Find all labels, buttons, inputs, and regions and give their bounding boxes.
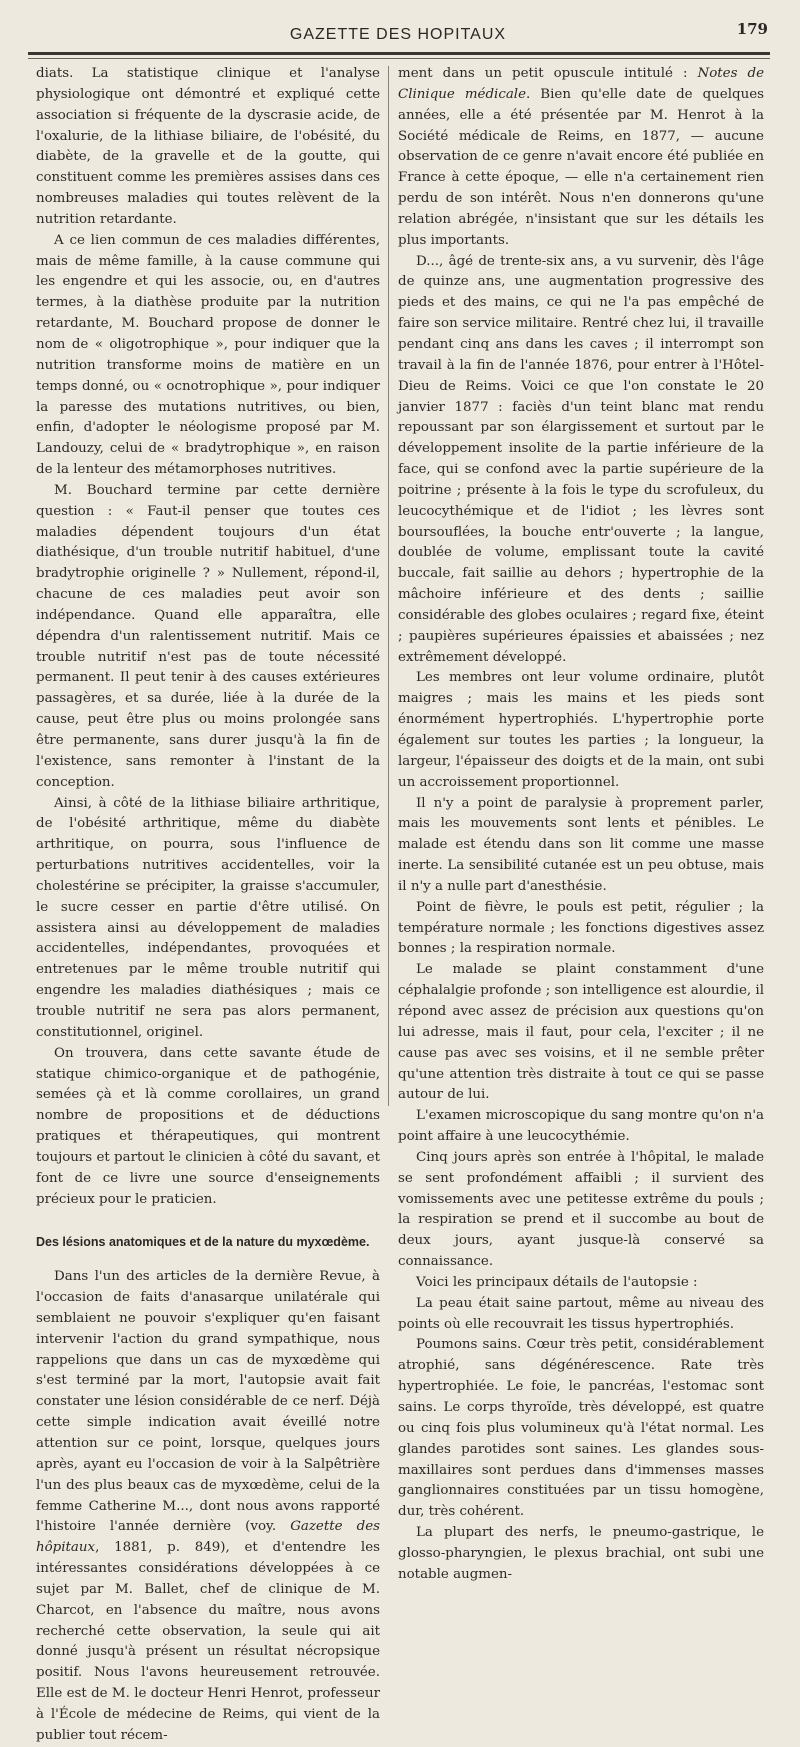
page-header (28, 20, 768, 48)
right-paragraph-8: Cinq jours après son entrée à l'hôpital, le malade se sent profondément affaibli ; il survient des vomissements avec une petitesse extrême du pouls ; la respiration se prend et il succombe au bout de deux jours, ayant jusque-là conservé sa connaissance. (398, 1149, 764, 1270)
right-paragraph-7: L'examen microscopique du sang montre qu'on n'a point affaire à une leucocythémie. (398, 1108, 764, 1145)
right-paragraph-3: Les membres ont leur volume ordinaire, plutôt maigres ; mais les mains et les pieds sont énormément hypertrophiés. L'hypertrophie porte également sur toutes les parties ; la longueur, la largeur, l'épaisseur des doigts et de la main, ont subi un accroissement proportionnel. (398, 670, 764, 790)
right-paragraph-5: Point de fièvre, le pouls est petit, régulier ; la température normale ; les fonctions digestives assez bonnes ; la respiration normale. (398, 899, 764, 957)
right-paragraph-10: La peau était saine partout, même au niveau des points où elle recouvrait les tissus hypertrophiés. (398, 1295, 764, 1332)
text-run: , 1881, p. 849), et d'entendre les intéressantes considérations développées à ce sujet par M. Ballet, chef de clinique de M. Charcot, en l'absence du maître, nous avons recherché cette observation, la seule qui ait donné jusqu'à présent un résultat nécropsique positif. Nous l'avons heureusement retrouvée. Elle est de M. le docteur Henri Henrot, professeur à l'École de médecine de Reims, qui vient de la publier tout récem- (36, 1540, 380, 1743)
right-paragraph-2: D..., âgé de trente-six ans, a vu survenir, dès l'âge de quinze ans, une augmentation progressive des pieds et des mains, ce qui ne l'a pas empêché de faire son service militaire. Rentré chez lui, il travaille pendant cinq ans dans les caves ; il interrompt son travail à la fin de l'année 1876, pour entrer à l'Hôtel-Dieu de Reims. Voici ce que l'on constate le 20 janvier 1877 : faciès d'un teint blanc mat rendu repoussant par son élargissement et surtout par le développement insolite de la partie inférieure de la face, qui se confond avec la partie supérieure de la poitrine ; présente à la fois le type du scrofuleux, du leucocythémique et de l'idiot ; les lèvres sont boursouflées, la bouche entr'ouverte ; la langue, doublée de volume, emplissant toute la cavité buccale, fait saillie au dehors ; hypertrophie de la mâchoire inférieure et des dents ; saillie considérable des globes oculaires ; regard fixe, éteint ; paupières supérieures épaissies et abaissées ; nez extrêmement développé. (398, 253, 764, 665)
journal-reference: Gazette des hôpitaux (36, 1519, 380, 1556)
text-run: ment dans un petit opuscule intitulé : (398, 66, 698, 81)
left-column (36, 64, 380, 1747)
text-run: Dans l'un des articles de la dernière Revue, à l'occasion de faits d'anasarque unilatérale qui semblaient ne pouvoir s'expliquer qu'en faisant intervenir l'action du grand sympathique, nous rappelions que dans un cas de myxœdème qui s'est terminé par la mort, l'autopsie avait fait constater une lésion considérable de ce nerf. Déjà cette simple indication avait éveillé notre attention sur ce point, lorsque, quelques jours après, ayant eu l'occasion de voir à la Salpêtrière l'un des plus beaux cas de myxœdème, celui de la femme Catherine M..., dont nous avons rapporté l'histoire l'année dernière (voy. (36, 1269, 380, 1535)
section-heading: Des lésions anatomiques et de la nature du myxœdème. (36, 1235, 370, 1250)
page-number: 179 (736, 20, 768, 38)
text-run: . Bien qu'elle date de quelques années, elle a été présentée par M. Henrot à la Société médicale de Reims, en 1877, — aucune observation de ce genre n'avait encore été publiée en France à cette époque, — elle n'a certainement rien perdu de son intérêt. Nous n'en donnerons qu'une relation abrégée, n'insistant que sur les détails les plus importants. (398, 86, 764, 248)
left-paragraph-2: A ce lien commun de ces maladies différentes, mais de même famille, à la cause commune qui les engendre et qui les associe, ou, en d'autres termes, à la diathèse produite par la nutrition retardante, M. Bouchard propose de donner le nom de « oligotrophique », pour indiquer que la nutrition transforme moins de matière en un temps donné, ou « ocnotrophique », pour indiquer la paresse des mutations nutritives, ou bien, enfin, d'adopter le néologisme proposé par M. Landouzy, celui de « bradytrophique », en raison de la lenteur des métamorphoses nutritives. (36, 232, 380, 478)
right-column (398, 64, 764, 1586)
left-paragraph-4: Ainsi, à côté de la lithiase biliaire arthritique, de l'obésité arthritique, même du diabète arthritique, on pourra, sous l'influence de perturbations nutritives accidentelles, voir la cholestérine se précipiter, la graisse s'accumuler, le sucre cesser en partie d'être utilisé. On assistera ainsi au développement de maladies accidentelles, indépendantes, provoquées et entretenues par le même trouble nutritif qui engendre les maladies diathésiques ; mais ce trouble nutritif ne sera pas alors permanent, constitutionnel, originel. (36, 795, 380, 1040)
right-paragraph-6: Le malade se plaint constamment d'une céphalalgie profonde ; son intelligence est alourdie, il répond avec assez de précision aux questions qu'on lui adresse, mais il faut, pour cela, l'exciter ; il ne cause pas avec ses voisins, et il ne semble prêter qu'une attention très distraite à tout ce qui se passe autour de lui. (398, 962, 764, 1103)
right-paragraph-11: Poumons sains. Cœur très petit, considérablement atrophié, sans dégénérescence. Rate très hypertrophiée. Le foie, le pancréas, l'estomac sont sains. Le corps thyroïde, très développé, est quatre ou cinq fois plus volumineux qu'à l'état normal. Les glandes parotides sont saines. Les glandes sous-maxillaires sont perdues dans d'immenses masses ganglionnaires constituées par un tissu homogène, dur, très cohérent. (398, 1337, 764, 1520)
right-paragraph-12: La plupart des nerfs, le pneumo-gastrique, le glosso-pharyngien, le plexus brachial, ont subi une notable augmen- (398, 1525, 764, 1582)
publication-title: GAZETTE DES HOPITAUX (289, 26, 507, 43)
header-rule-thin (28, 58, 770, 59)
right-paragraph-9: Voici les principaux détails de l'autopsie : (416, 1274, 698, 1290)
right-paragraph-4: Il n'y a point de paralysie à proprement parler, mais les mouvements sont lents et pénibles. Le malade est étendu dans son lit comme une masse inerte. La sensibilité cutanée est un peu obtuse, mais il n'y a nulle part d'anesthésie. (398, 795, 764, 894)
publication-reference: Notes de Clinique médicale (398, 66, 764, 102)
column-divider (388, 66, 389, 1106)
left-paragraph-6 (36, 1267, 380, 1746)
left-paragraph-3: M. Bouchard termine par cette dernière question : « Faut-il penser que toutes ces maladies dépendent toujours d'un état diathésique, d'un trouble nutritif habituel, d'une bradytrophie originelle ? » Nullement, répond-il, chacune de ces maladies peut avoir son indépendance. Quand elle apparaîtra, elle dépendra d'un ralentissement nutritif. Mais ce trouble nutritif n'est pas de toute nécessité permanent. Il peut tenir à des causes extérieures passagères, et sa durée, liée à la durée de la cause, peut être plus ou moins prolongée sans être permanente, sans durer jusqu'à la fin de l'existence, sans remonter à l'instant de la conception. (36, 482, 380, 790)
header-rule-thick (28, 52, 770, 55)
right-paragraph-1 (398, 64, 764, 252)
left-paragraph-5: On trouvera, dans cette savante étude de statique chimico-organique et de pathogénie, semées çà et là comme corollaires, un grand nombre de propositions et de déductions pratiques et thérapeutiques, qui montrent toujours et partout le clinicien à côté du savant, et font de ce livre une source d'enseignements précieux pour le praticien. (36, 1045, 380, 1207)
left-paragraph-1: diats. La statistique clinique et l'analyse physiologique ont démontré et expliqué cette association si fréquente de la dyscrasie acide, de l'oxalurie, de la lithiase biliaire, de l'obésité, du diabète, de la gravelle et de la goutte, qui constituent comme les premières assises dans ces nombreuses maladies qui toutes relèvent de la nutrition retardante. (36, 66, 380, 227)
